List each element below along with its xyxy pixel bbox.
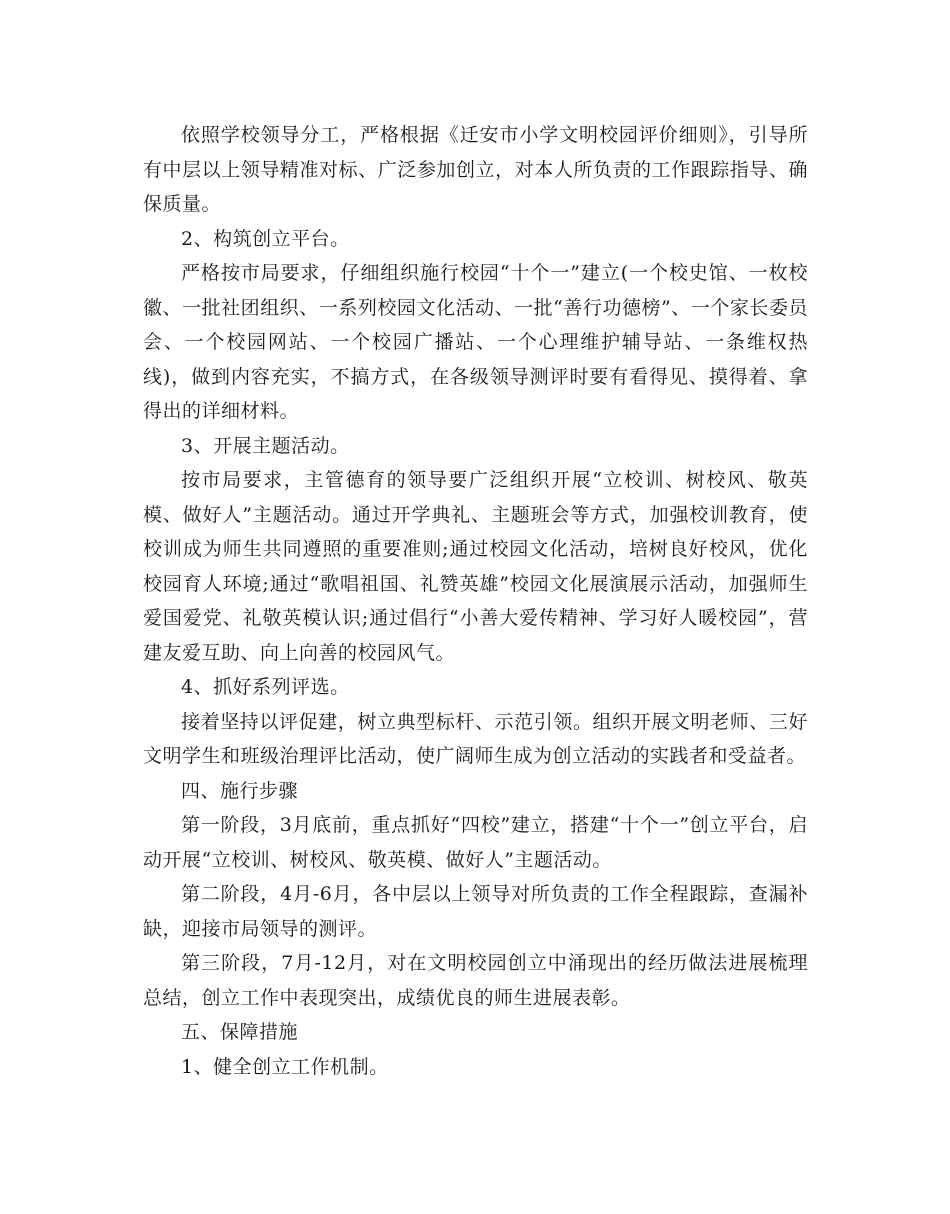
section-heading: 3、开展主题活动。 — [181, 434, 350, 457]
paragraph: 按市局要求，主管德育的领导要广泛组织开展“立校训、树校风、敬英模、做好人”主题活动。通过开学典礼、主题班会等方式，加强校训教育，使校训成为师生共同遵照的重要准则;通过校园文化活动，培树良好校风，优化校园育人环境;通过“歌唱祖国、礼赞英雄”校园文化展演展示活动，加强师生爱国爱党、礼敬英模认识;通过倡行“小善大爱传精神、学习好人暖校园”，营建友爱互助、向上向善的校园风气。 — [143, 469, 808, 664]
document-body — [143, 118, 808, 1084]
paragraph: 接着坚持以评促建，树立典型标杆、示范引领。组织开展文明老师、三好文明学生和班级治理评比活动，使广阔师生成为创立活动的实践者和受益者。 — [143, 710, 808, 767]
section-heading: 4、抓好系列评选。 — [181, 676, 350, 698]
paragraph: 依照学校领导分工，严格根据《迁安市小学文明校园评价细则》，引导所有中层以上领导精准对标、广泛参加创立，对本人所负责的工作跟踪指导、确保质量。 — [143, 124, 808, 215]
section-heading: 2、构筑创立平台。 — [181, 227, 350, 250]
section-heading: 四、施行步骤 — [181, 779, 299, 802]
paragraph: 严格按市局要求，仔细组织施行校园“十个一”建立(一个校史馆、一枚校徽、一批社团组织、一系列校园文化活动、一批“善行功德榜”、一个家长委员会、一个校园网站、一个校园广播站、一个心理维护辅导站、一条维权热线)，做到内容充实，不搞方式，在各级领导测评时要有看得见、摸得着、拿得出的详细材料。 — [143, 262, 808, 422]
paragraph: 第二阶段，4月-6月，各中层以上领导对所负责的工作全程跟踪，查漏补缺，迎接市局领导的测评。 — [143, 883, 808, 940]
section-heading: 1、健全创立工作机制。 — [181, 1055, 389, 1078]
paragraph: 第三阶段，7月-12月，对在文明校园创立中涌现出的经历做法进展梳理总结，创立工作中表现突出，成绩优良的师生进展表彰。 — [143, 952, 808, 1009]
section-heading: 五、保障措施 — [181, 1021, 299, 1043]
paragraph: 第一阶段，3月底前，重点抓好“四校”建立，搭建“十个一”创立平台，启动开展“立校训、树校风、敬英模、做好人”主题活动。 — [143, 814, 808, 871]
